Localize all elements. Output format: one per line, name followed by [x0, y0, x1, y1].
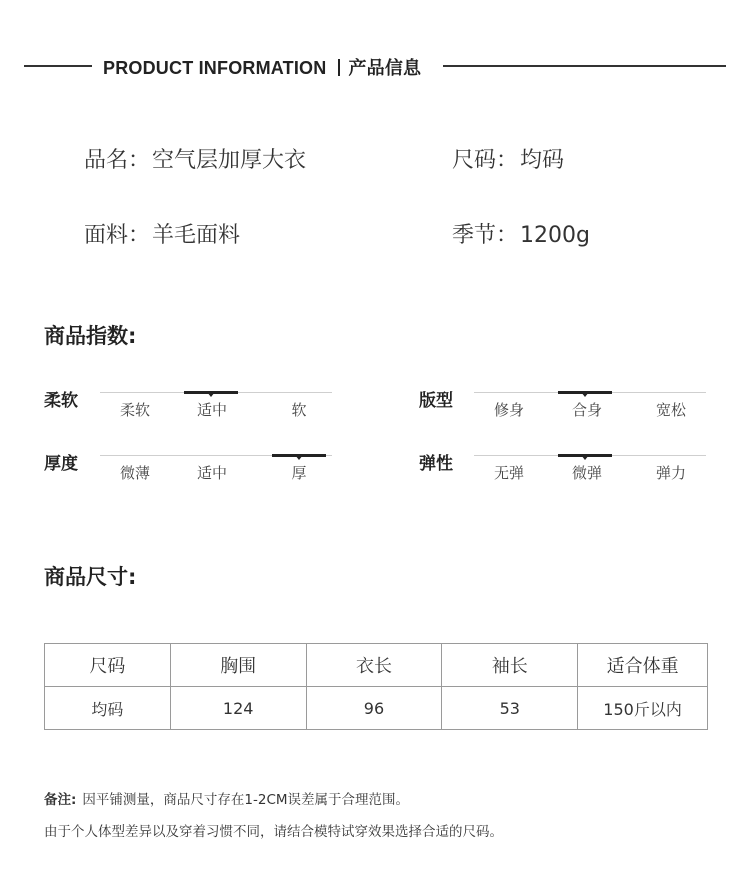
index-option: 微弹	[571, 464, 603, 482]
size-table-header: 衣长	[306, 644, 442, 687]
size-table-cell: 53	[442, 687, 578, 730]
size-table-cell: 均码	[45, 687, 171, 730]
header-title-cn: 产品信息	[348, 58, 422, 78]
size-table-cell: 124	[170, 687, 306, 730]
index-option: 合身	[571, 401, 603, 419]
index-option: 适中	[196, 464, 228, 482]
index-option: 微薄	[119, 464, 151, 482]
info-size-label: 尺码：	[452, 148, 519, 173]
note-line-2: 由于个人体型差异以及穿着习惯不同，请结合模特试穿效果选择合适的尺码。	[44, 824, 503, 840]
index-label-thickness: 厚度	[44, 454, 78, 474]
header-line-right	[443, 65, 726, 67]
size-table-cell: 96	[306, 687, 442, 730]
info-fabric-value: 羊毛面料	[152, 223, 241, 248]
note-line-1	[44, 788, 409, 808]
index-marker-softness	[184, 391, 238, 394]
index-option: 柔软	[119, 401, 151, 419]
index-option: 适中	[196, 401, 228, 419]
index-option: 无弹	[493, 464, 525, 482]
info-name-label: 品名：	[84, 148, 151, 173]
header-title-en: PRODUCT INFORMATION	[103, 58, 327, 78]
size-table-header-row	[45, 644, 708, 687]
index-option: 厚	[291, 464, 307, 482]
info-name	[84, 143, 306, 174]
size-table-header: 适合体重	[578, 644, 708, 687]
indices-title: 商品指数:	[44, 324, 137, 348]
info-size	[452, 143, 564, 174]
index-option: 弹力	[655, 464, 687, 482]
index-label-softness: 柔软	[44, 391, 78, 411]
size-table-header: 尺码	[45, 644, 171, 687]
index-label-elasticity: 弹性	[419, 454, 453, 474]
info-fabric-label: 面料：	[84, 223, 151, 248]
size-table-header: 袖长	[442, 644, 578, 687]
table-row	[45, 687, 708, 730]
header-line-left	[24, 65, 92, 67]
index-option: 宽松	[655, 401, 687, 419]
info-size-value: 均码	[520, 148, 565, 173]
note-text-1: 因平铺测量，商品尺寸存在1-2CM误差属于合理范围。	[82, 792, 410, 808]
info-season-label: 季节：	[452, 223, 519, 248]
size-table	[44, 643, 708, 730]
index-option: 软	[291, 401, 307, 419]
size-table-cell: 150斤以内	[578, 687, 708, 730]
size-table-header: 胸围	[170, 644, 306, 687]
note-prefix: 备注:	[44, 792, 77, 808]
info-season	[452, 218, 590, 249]
index-marker-elasticity	[558, 454, 612, 457]
info-fabric	[84, 218, 240, 249]
header-separator	[338, 59, 340, 76]
info-name-value: 空气层加厚大衣	[152, 148, 307, 173]
index-label-fit: 版型	[419, 391, 453, 411]
info-season-value: 1200g	[520, 223, 590, 248]
index-marker-fit	[558, 391, 612, 394]
size-section-title: 商品尺寸:	[44, 565, 137, 589]
index-option: 修身	[493, 401, 525, 419]
index-marker-thickness	[272, 454, 326, 457]
header-title	[103, 54, 421, 80]
